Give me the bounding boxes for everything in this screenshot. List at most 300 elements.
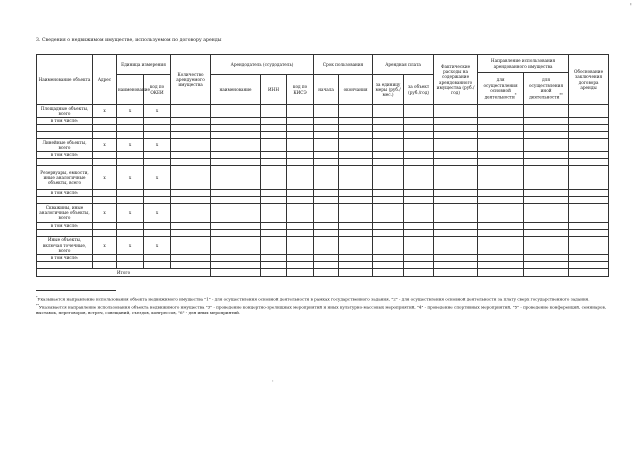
table-cell (404, 118, 434, 125)
table-cell (404, 222, 434, 229)
x-mark: x (117, 236, 144, 255)
section-title: 3. Сведения о недвижимом имуществе, используемом по договору аренды (36, 38, 222, 43)
table-cell (339, 139, 373, 152)
table-cell (171, 152, 211, 159)
table-cell (37, 262, 93, 269)
header-actual-costs: Фактические расходы на содержание арендованного имущества (руб./год) (434, 55, 478, 105)
table-cell (93, 222, 117, 229)
table-cell (261, 269, 287, 277)
header-unit-name: наименование (117, 75, 144, 105)
table-cell (373, 105, 404, 118)
subheading-label: в том числе: (37, 190, 93, 197)
header-object-name: Наименование объекта (37, 55, 93, 105)
table-cell (404, 204, 434, 223)
header-lessor-group: Арендодатель (ссудодатель) (211, 55, 314, 75)
table-cell (434, 197, 478, 204)
usage-main-mark: * (514, 93, 517, 98)
header-lessor-name: наименование (211, 75, 261, 105)
table-cell (287, 118, 314, 125)
table-cell (211, 222, 261, 229)
table-cell (339, 197, 373, 204)
table-row-subheading (37, 118, 609, 125)
subheading-label: в том числе: (37, 152, 93, 159)
scan-mark-bottom: ' (272, 380, 274, 387)
table-cell (171, 204, 211, 223)
table-cell (144, 197, 171, 204)
table-cell (373, 255, 404, 262)
table-cell (37, 132, 93, 139)
table-row-group-total (37, 166, 609, 190)
table-row-group-total (37, 139, 609, 152)
table-cell (261, 152, 287, 159)
table-cell (524, 204, 569, 223)
table-row-subheading (37, 255, 609, 262)
footnote-1-mark: * (36, 295, 38, 299)
table-cell (171, 190, 211, 197)
table-cell (478, 255, 524, 262)
table-cell (569, 125, 609, 132)
table-cell (314, 125, 339, 132)
lease-property-table (36, 54, 609, 277)
x-mark: x (93, 166, 117, 190)
scan-mark: ' (629, 2, 632, 11)
x-mark: x (144, 105, 171, 118)
table-cell (373, 262, 404, 269)
header-term-group: Срок пользования (314, 55, 373, 75)
footnote-2 (36, 303, 608, 317)
table-cell (339, 118, 373, 125)
group-label: Резервуары, емкости, иные аналогичные объекты, всего (37, 166, 93, 190)
table-cell (524, 132, 569, 139)
table-header (37, 55, 609, 105)
table-row (37, 132, 609, 139)
footnote-1-text: Указывается направление использования объекта недвижимого имущества "1" - для осуществления основной деятельности в рамках государственного задания, "2" - для осуществления основной деятельности за плату сверх государственного задания. (37, 296, 590, 302)
table-cell (373, 204, 404, 223)
table-row-total (37, 269, 609, 277)
table-cell (93, 118, 117, 125)
table-cell (478, 105, 524, 118)
table-cell (37, 229, 93, 236)
table-cell (524, 105, 569, 118)
table-body (37, 105, 609, 277)
table-cell (211, 229, 261, 236)
table-cell (314, 229, 339, 236)
header-usage-group: Направление использования арендованного имущества (478, 55, 569, 73)
x-mark: x (144, 236, 171, 255)
table-row (37, 229, 609, 236)
table-cell (339, 222, 373, 229)
table-cell (93, 152, 117, 159)
table-cell (287, 159, 314, 166)
table-cell (524, 255, 569, 262)
table-cell (144, 262, 171, 269)
table-cell (117, 125, 144, 132)
table-cell (211, 152, 261, 159)
header-rent-per-object: за объект (руб./год) (404, 75, 434, 105)
table-cell (373, 166, 404, 190)
table-cell (211, 125, 261, 132)
table-cell (93, 159, 117, 166)
table-cell (569, 222, 609, 229)
x-mark: x (117, 166, 144, 190)
table-cell (117, 190, 144, 197)
table-cell (404, 105, 434, 118)
table-row-subheading (37, 190, 609, 197)
table-cell (569, 262, 609, 269)
table-cell (434, 132, 478, 139)
footnote-rule (36, 290, 116, 291)
table-cell (171, 139, 211, 152)
table-cell (287, 105, 314, 118)
header-lessor-inn: ИНН (261, 75, 287, 105)
table-cell (373, 229, 404, 236)
table-cell (211, 255, 261, 262)
table-cell (261, 204, 287, 223)
table-cell (373, 190, 404, 197)
table-cell (478, 118, 524, 125)
table-cell (404, 269, 434, 277)
footnote-1 (36, 295, 608, 303)
header-rent-group: Арендная плата (373, 55, 434, 75)
table-cell (314, 255, 339, 262)
table-cell (93, 132, 117, 139)
table-cell (404, 132, 434, 139)
x-mark: x (144, 166, 171, 190)
table-cell (478, 132, 524, 139)
table-cell (171, 197, 211, 204)
table-cell (478, 262, 524, 269)
table-cell (314, 139, 339, 152)
table-row (37, 262, 609, 269)
table-cell (434, 125, 478, 132)
table-cell (171, 125, 211, 132)
table-cell (144, 229, 171, 236)
table-cell (569, 197, 609, 204)
table-cell (314, 159, 339, 166)
table-cell (287, 190, 314, 197)
footnotes (36, 290, 608, 316)
table-cell (314, 118, 339, 125)
table-cell (434, 118, 478, 125)
table-cell (373, 125, 404, 132)
table-cell (478, 190, 524, 197)
table-cell (117, 197, 144, 204)
table-cell (434, 159, 478, 166)
table-cell (287, 204, 314, 223)
table-cell (261, 139, 287, 152)
table-cell (287, 255, 314, 262)
table-cell (434, 222, 478, 229)
x-mark: x (93, 236, 117, 255)
table-cell (478, 236, 524, 255)
table-cell (117, 262, 144, 269)
table-cell (339, 262, 373, 269)
table-cell (314, 262, 339, 269)
table-cell (339, 159, 373, 166)
table-cell (287, 166, 314, 190)
table-cell (37, 159, 93, 166)
table-cell (478, 152, 524, 159)
table-cell (339, 236, 373, 255)
footnote-2-mark: ** (36, 302, 39, 307)
table-cell (144, 222, 171, 229)
group-label: Скважины, иные аналогичные объекты, всего (37, 204, 93, 223)
table-cell (478, 204, 524, 223)
table-cell (404, 166, 434, 190)
table-cell (261, 229, 287, 236)
table-cell (478, 159, 524, 166)
x-mark: x (117, 204, 144, 223)
table-cell (339, 204, 373, 223)
table-cell (211, 159, 261, 166)
table-cell (524, 222, 569, 229)
table-cell (211, 105, 261, 118)
table-cell (314, 197, 339, 204)
table-cell (373, 159, 404, 166)
table-cell (569, 236, 609, 255)
usage-other-mark: ** (559, 93, 563, 98)
subheading-label: в том числе: (37, 255, 93, 262)
header-lessor-kisz: код по КИСЭ (287, 75, 314, 105)
table-cell (171, 262, 211, 269)
x-mark: x (117, 139, 144, 152)
table-cell (37, 197, 93, 204)
table-cell (171, 132, 211, 139)
table-cell (569, 105, 609, 118)
table-cell (569, 152, 609, 159)
table-cell (261, 132, 287, 139)
table-cell (569, 255, 609, 262)
table-cell (339, 132, 373, 139)
table-cell (261, 190, 287, 197)
table-cell (373, 222, 404, 229)
table-row-group-total (37, 236, 609, 255)
table-cell (339, 152, 373, 159)
table-cell (117, 159, 144, 166)
table-cell (171, 118, 211, 125)
table-cell (171, 229, 211, 236)
header-usage-other: для осуществления иной деятельности** (524, 73, 569, 105)
table-cell (144, 255, 171, 262)
table-cell (524, 125, 569, 132)
group-label: Площадные объекты, всего (37, 105, 93, 118)
table-cell (93, 125, 117, 132)
table-cell (261, 105, 287, 118)
header-justification: Обоснование заключения договора аренды (569, 55, 609, 105)
table-cell (211, 262, 261, 269)
table-cell (569, 204, 609, 223)
table-cell (478, 139, 524, 152)
table-cell (524, 262, 569, 269)
table-cell (261, 125, 287, 132)
footnote-2-text: Указывается направление использования объекта недвижимого имущества "3" - проведение концертно-зрелищных мероприятий и иных культурно-массовых мероприятий, "4" - проведение спортивных мероприятий, "5" - проведение конференций, семинаров, выставок, переговоров, встреч, совещаний, съездов, конгрессов, "6" - для иных мероприятий. (36, 303, 607, 315)
table-cell (211, 197, 261, 204)
table-cell (93, 197, 117, 204)
table-row-subheading (37, 152, 609, 159)
table-cell (211, 132, 261, 139)
table-cell (93, 255, 117, 262)
table-cell (569, 269, 609, 277)
table-cell (144, 132, 171, 139)
table-cell (211, 269, 261, 277)
table-cell (434, 255, 478, 262)
table-cell (117, 152, 144, 159)
x-mark: x (93, 139, 117, 152)
header-usage-main: для осуществления основной деятельности* (478, 73, 524, 105)
table-cell (404, 125, 434, 132)
table-cell (524, 190, 569, 197)
table-cell (339, 166, 373, 190)
table-cell (261, 197, 287, 204)
table-cell (524, 236, 569, 255)
table-cell (373, 139, 404, 152)
table-cell (434, 139, 478, 152)
table-cell (144, 125, 171, 132)
table-cell (117, 229, 144, 236)
table-cell (171, 236, 211, 255)
table-cell (314, 204, 339, 223)
table-cell (404, 236, 434, 255)
table-cell (314, 236, 339, 255)
table-cell (144, 152, 171, 159)
table-cell (434, 236, 478, 255)
table-cell (171, 166, 211, 190)
table-cell (287, 152, 314, 159)
table-row-subheading (37, 222, 609, 229)
table-cell (434, 105, 478, 118)
table-cell (524, 197, 569, 204)
table-cell (569, 118, 609, 125)
table-cell (404, 139, 434, 152)
table-cell (404, 190, 434, 197)
table-cell (144, 190, 171, 197)
table-cell (339, 269, 373, 277)
table-row-group-total (37, 204, 609, 223)
table-cell (314, 190, 339, 197)
table-cell (434, 269, 478, 277)
table-cell (478, 166, 524, 190)
table-cell (211, 118, 261, 125)
table-cell (524, 139, 569, 152)
table-cell (261, 166, 287, 190)
table-cell (373, 118, 404, 125)
table-cell (211, 190, 261, 197)
table-cell (569, 190, 609, 197)
table-cell (434, 262, 478, 269)
table-cell (171, 105, 211, 118)
table-cell (93, 229, 117, 236)
table-cell (373, 132, 404, 139)
table-row (37, 159, 609, 166)
table-cell (404, 152, 434, 159)
table-cell (478, 269, 524, 277)
subheading-label: в том числе: (37, 118, 93, 125)
table-cell (287, 236, 314, 255)
table-cell (478, 222, 524, 229)
table-row-group-total (37, 105, 609, 118)
table-cell (117, 222, 144, 229)
table-cell (37, 125, 93, 132)
table-cell (287, 125, 314, 132)
table-cell (117, 255, 144, 262)
table-cell (287, 269, 314, 277)
header-term-start: начала (314, 75, 339, 105)
x-mark: x (93, 204, 117, 223)
table-cell (117, 132, 144, 139)
table-cell (211, 139, 261, 152)
table-cell (211, 236, 261, 255)
header-term-end: окончания (339, 75, 373, 105)
table-cell (261, 222, 287, 229)
table-cell (171, 222, 211, 229)
x-mark: x (93, 105, 117, 118)
table-cell (569, 166, 609, 190)
table-cell (287, 229, 314, 236)
header-rent-per-unit: за единицу меры (руб./мес.) (373, 75, 404, 105)
table-cell (117, 118, 144, 125)
table-cell (287, 197, 314, 204)
table-cell (478, 125, 524, 132)
table-cell (524, 118, 569, 125)
table-cell (404, 255, 434, 262)
table-cell (404, 159, 434, 166)
table-cell (287, 132, 314, 139)
table-cell (404, 197, 434, 204)
table-cell (171, 255, 211, 262)
table-cell (524, 269, 569, 277)
table-cell (93, 190, 117, 197)
table-cell (373, 152, 404, 159)
header-unit-group: Единица измерения (117, 55, 171, 75)
table-cell (404, 262, 434, 269)
table-cell (261, 159, 287, 166)
table-cell (373, 236, 404, 255)
x-mark: x (144, 139, 171, 152)
table-cell (373, 197, 404, 204)
table-cell (314, 152, 339, 159)
x-mark: x (117, 105, 144, 118)
table-cell (144, 118, 171, 125)
table-cell (404, 229, 434, 236)
table-cell (569, 139, 609, 152)
table-cell (569, 229, 609, 236)
table-cell (524, 229, 569, 236)
table-cell (287, 262, 314, 269)
table-cell (261, 118, 287, 125)
table-cell (211, 204, 261, 223)
table-cell (314, 132, 339, 139)
table-cell (478, 229, 524, 236)
table-cell (314, 269, 339, 277)
table-cell (434, 204, 478, 223)
group-label: Линейные объекты, всего (37, 139, 93, 152)
table-cell (478, 197, 524, 204)
table-cell (524, 152, 569, 159)
header-unit-okei: код по ОКЕИ (144, 75, 171, 105)
table-cell (211, 166, 261, 190)
table-cell (339, 125, 373, 132)
table-cell (314, 105, 339, 118)
table-cell (314, 166, 339, 190)
table-cell (373, 269, 404, 277)
x-mark: x (144, 204, 171, 223)
table-cell (434, 190, 478, 197)
table-cell (314, 222, 339, 229)
table-cell (261, 262, 287, 269)
table-cell (524, 159, 569, 166)
table-cell (144, 159, 171, 166)
header-address: Адрес (93, 55, 117, 105)
